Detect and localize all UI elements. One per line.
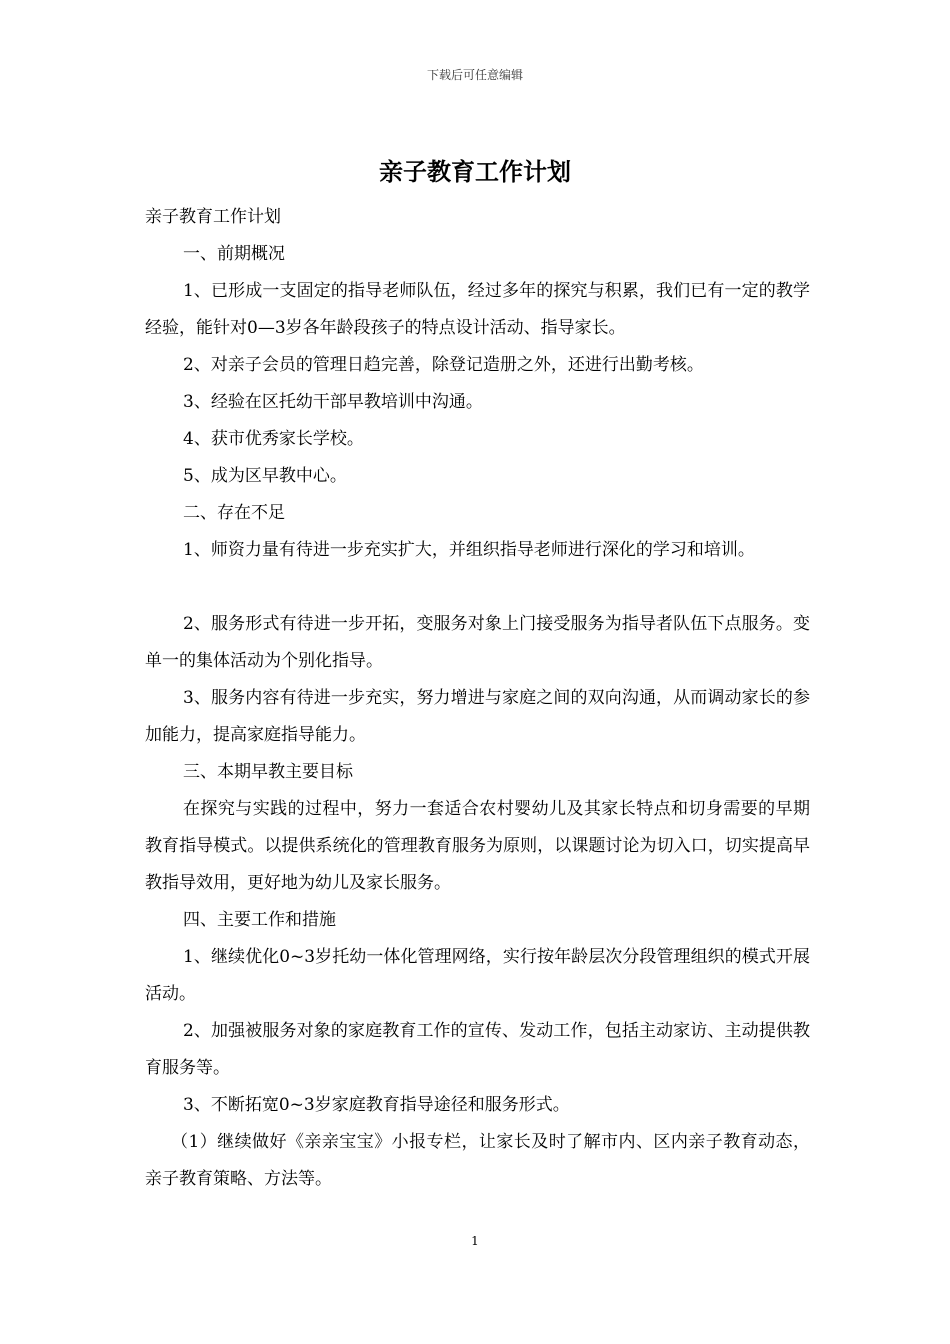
paragraph: 3、不断拓宽0~3岁家庭教育指导途径和服务形式。 — [183, 1095, 570, 1115]
paragraph: 在探究与实践的过程中，努力一套适合农村婴幼儿及其家长特点和切身需要的早期教育指导模式。以提供系统化的管理教育服务为原则，以课题讨论为切入口，切实提高早教指导效用，更好地为幼儿及家长服务。 — [145, 799, 810, 893]
paragraph: 5、成为区早教中心。 — [183, 466, 347, 486]
paragraph: 3、服务内容有待进一步充实，努力增进与家庭之间的双向沟通，从而调动家长的参加能力，提高家庭指导能力。 — [145, 688, 810, 745]
paragraph: 4、获市优秀家长学校。 — [183, 429, 364, 449]
paragraph: （1）继续做好《亲亲宝宝》小报专栏，让家长及时了解市内、区内亲子教育动态，亲子教育策略、方法等。 — [145, 1132, 810, 1189]
section-heading: 一、前期概况 — [183, 244, 285, 264]
section-heading: 四、主要工作和措施 — [183, 910, 336, 930]
section-heading: 三、本期早教主要目标 — [183, 762, 353, 782]
page-number: 1 — [471, 1234, 479, 1248]
document-subtitle: 亲子教育工作计划 — [145, 207, 281, 227]
page-header-note: 下载后可任意编辑 — [426, 68, 523, 82]
paragraph: 1、已形成一支固定的指导老师队伍，经过多年的探究与积累，我们已有一定的教学经验，能针对0—3岁各年龄段孩子的特点设计活动、指导家长。 — [145, 281, 810, 338]
paragraph: 3、经验在区托幼干部早教培训中沟通。 — [183, 392, 483, 412]
section-heading: 二、存在不足 — [183, 503, 285, 523]
paragraph: 2、加强被服务对象的家庭教育工作的宣传、发动工作，包括主动家访、主动提供教育服务等。 — [145, 1021, 810, 1078]
paragraph: 1、师资力量有待进一步充实扩大，并组织指导老师进行深化的学习和培训。 — [183, 540, 755, 560]
document-body — [145, 199, 810, 1198]
paragraph: 1、继续优化0~3岁托幼一体化管理网络，实行按年龄层次分段管理组织的模式开展活动。 — [145, 947, 810, 1004]
document-title: 亲子教育工作计划 — [379, 157, 571, 186]
paragraph: 2、服务形式有待进一步开拓，变服务对象上门接受服务为指导者队伍下点服务。变单一的集体活动为个别化指导。 — [145, 614, 810, 671]
paragraph: 2、对亲子会员的管理日趋完善，除登记造册之外，还进行出勤考核。 — [183, 355, 704, 375]
